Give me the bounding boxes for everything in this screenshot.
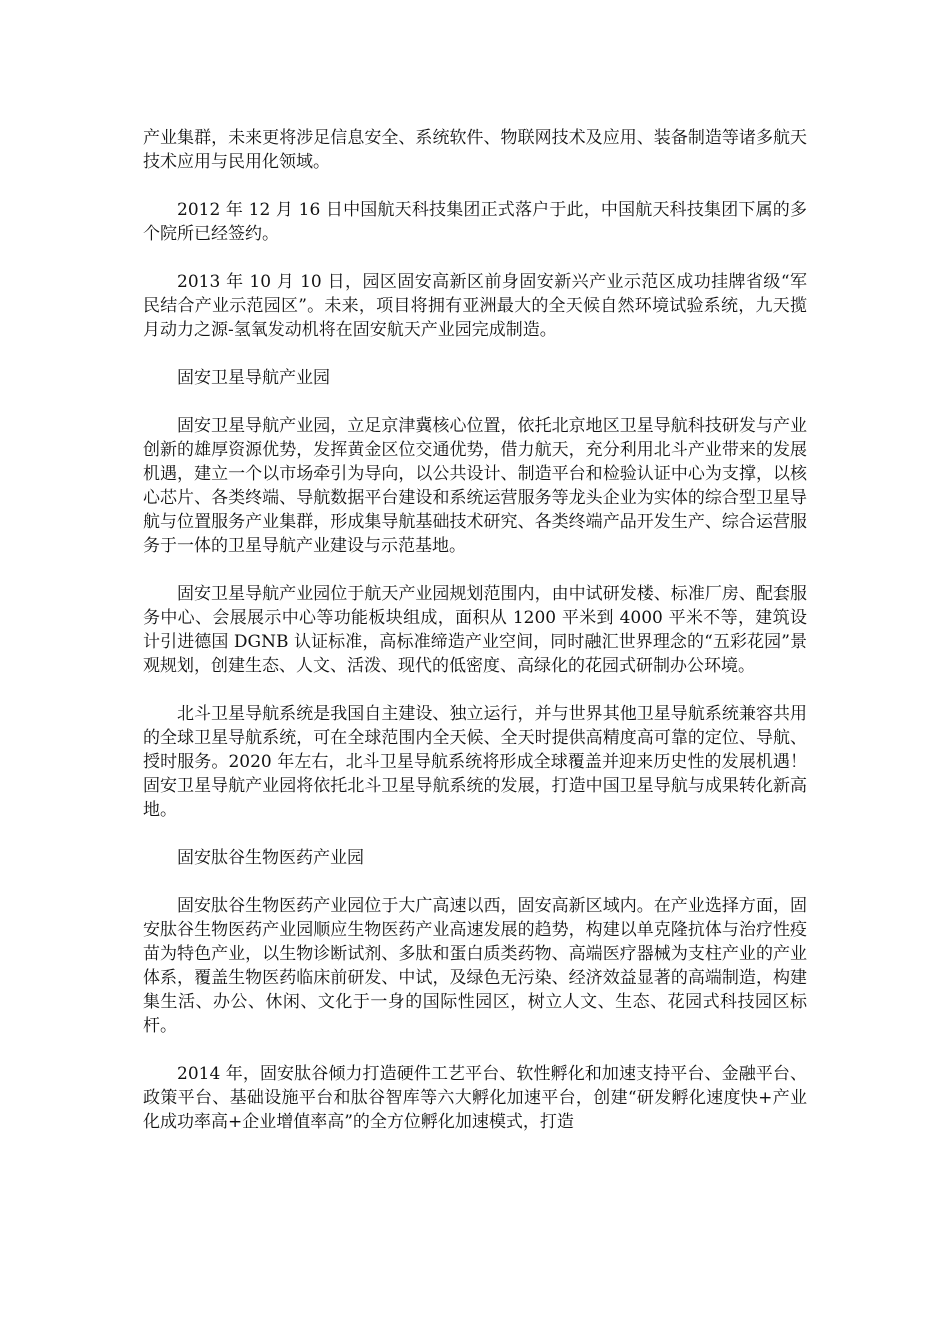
paragraph-peptide-incubation-platforms: 2014 年，固安肽谷倾力打造硬件工艺平台、软性孵化和加速支持平台、金融平台、政策平台、基础设施平台和肽谷智库等六大孵化加速平台，创建“研发孵化速度快+产业化成功率高+企业增值率高”的全方位孵化加速模式，打造 [143,1064,807,1132]
paragraph-casc-settlement: 2012 年 12 月 16 日中国航天科技集团正式落户于此，中国航天科技集团下属的多个院所已经签约。 [143,200,807,244]
paragraph-military-civil-park: 2013 年 10 月 10 日，园区固安高新区前身固安新兴产业示范区成功挂牌省级“军民结合产业示范园区”。未来，项目将拥有亚洲最大的全天候自然环境试验系统，九天揽月动力之源-氢氧发动机将在固安航天产业园完成制造。 [143,272,807,340]
paragraph-satellite-navigation-layout: 固安卫星导航产业园位于航天产业园规划范围内，由中试研发楼、标准厂房、配套服务中心、会展展示中心等功能板块组成，面积从 1200 平米到 4000 平米不等，建筑设计引进德国 DGNB 认证标准，高标准缔造产业空间，同时融汇世界理念的“五彩花园”景观规划，创建生态、人文、活泼、现代的低密度、高绿化的花园式研制办公环境。 [143,584,807,676]
paragraph-satellite-navigation-overview: 固安卫星导航产业园，立足京津冀核心位置，依托北京地区卫星导航科技研发与产业创新的雄厚资源优势，发挥黄金区位交通优势，借力航天，充分利用北斗产业带来的发展机遇，建立一个以市场牵引为导向，以公共设计、制造平台和检验认证中心为支撑，以核心芯片、各类终端、导航数据平台建设和系统运营服务等龙头企业为实体的综合型卫星导航与位置服务产业集群，形成集导航基础技术研究、各类终端产品开发生产、综合运营服务于一体的卫星导航产业建设与示范基地。 [143,416,807,556]
paragraph-beidou-system: 北斗卫星导航系统是我国自主建设、独立运行，并与世界其他卫星导航系统兼容共用的全球卫星导航系统，可在全球范围内全天候、全天时提供高精度高可靠的定位、导航、授时服务。2020 年左右，北斗卫星导航系统将形成全球覆盖并迎来历史性的发展机遇！固安卫星导航产业园将依托北斗卫星导航系统的发展，打造中国卫星导航与成果转化新高地。 [143,704,807,820]
paragraph-industry-cluster-continued: 产业集群，未来更将涉足信息安全、系统软件、物联网技术及应用、装备制造等诸多航天技术应用与民用化领域。 [143,128,807,172]
paragraph-peptide-park-overview: 固安肽谷生物医药产业园位于大广高速以西，固安高新区域内。在产业选择方面，固安肽谷生物医药产业园顺应生物医药产业高速发展的趋势，构建以单克隆抗体与治疗性疫苗为特色产业，以生物诊断试剂、多肽和蛋白质类药物、高端医疗器械为支柱产业的产业体系，覆盖生物医药临床前研发、中试，及绿色无污染、经济效益显著的高端制造，构建集生活、办公、休闲、文化于一身的国际性园区，树立人文、生态、花园式科技园区标杆。 [143,896,807,1036]
section-heading-satellite-navigation-park: 固安卫星导航产业园 [177,368,330,388]
document-body [143,126,807,1158]
section-heading-peptide-biomedicine-park: 固安肽谷生物医药产业园 [177,848,364,868]
